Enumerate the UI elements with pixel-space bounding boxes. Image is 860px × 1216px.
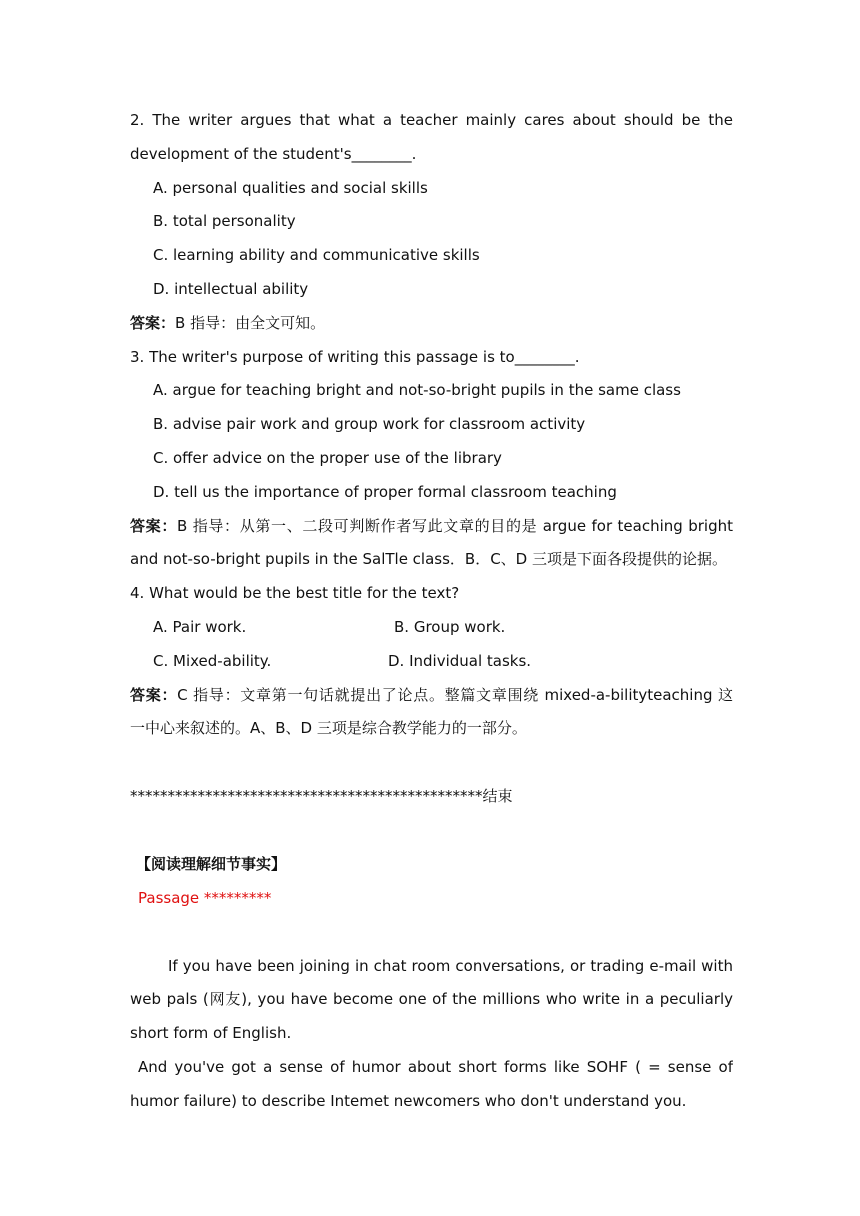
q3-answer-line2: and not-so-bright pupils in the SalTle class．B．C、D 三项是下面各段提供的论据。	[130, 550, 728, 569]
q4-option-d: D. Individual tasks.	[388, 651, 532, 670]
passage-label: Passage *********	[138, 888, 272, 907]
q4-answer-line2: 一中心来叙述的。A、B、D 三项是综合教学能力的一部分。	[130, 719, 527, 738]
q2-answer-label: 答案：	[130, 313, 176, 332]
passage-p1-line2: web pals (网友), you have become one of the millions who write in a peculiarly	[130, 990, 733, 1009]
q3-answer-text1: B 指导：从第一、二段可判断作者写此文章的目的是 argue for teaching bright	[177, 516, 733, 535]
q3-stem: 3. The writer's purpose of writing this passage is to________.	[130, 347, 580, 366]
q3-option-b: B. advise pair work and group work for classroom activity	[153, 415, 586, 434]
q3-answer-line1	[130, 510, 733, 544]
q2-answer-text: B 指导：由全文可知。	[175, 313, 326, 332]
section-title: 【阅读理解细节事实】	[136, 854, 287, 873]
passage-p1-line1: If you have been joining in chat room conversations, or trading e-mail with	[168, 956, 733, 975]
q2-stem-line2: development of the student's________.	[130, 144, 417, 163]
end-marker: ***********************************************结束	[130, 787, 513, 806]
q4-stem: 4. What would be the best title for the text?	[130, 584, 460, 603]
q3-answer-label: 答案：	[130, 516, 177, 535]
q3-option-a: A. argue for teaching bright and not-so-bright pupils in the same class	[153, 381, 681, 400]
q4-answer-line1	[130, 679, 733, 713]
passage-p1-line3: short form of English.	[130, 1024, 292, 1043]
q4-answer-label: 答案：	[130, 685, 178, 704]
q2-option-b: B. total personality	[153, 212, 296, 231]
q4-option-c: C. Mixed-ability.	[153, 651, 272, 670]
document-page	[130, 104, 733, 1119]
q4-options-row1	[130, 611, 733, 645]
q2-stem-line1: 2. The writer argues that what a teacher mainly cares about should be the	[130, 111, 733, 129]
q2-option-a: A. personal qualities and social skills	[153, 178, 428, 197]
q4-option-b: B. Group work.	[394, 617, 506, 636]
q3-option-d: D. tell us the importance of proper formal classroom teaching	[153, 482, 617, 501]
passage-p2-line2: humor failure) to describe Intemet newcomers who don't understand you.	[130, 1091, 687, 1110]
q2-option-d: D. intellectual ability	[153, 279, 309, 298]
q3-option-c: C. offer advice on the proper use of the library	[153, 448, 502, 467]
q4-options-row2	[130, 645, 733, 679]
q2-answer	[130, 307, 733, 341]
q4-option-a: A. Pair work.	[153, 617, 247, 636]
q4-answer-text1: C 指导：文章第一句话就提出了论点。整篇文章围绕 mixed-a-bilityteaching 这	[177, 685, 733, 704]
q2-option-c: C. learning ability and communicative skills	[153, 246, 480, 265]
passage-p2-line1: And you've got a sense of humor about short forms like SOHF ( = sense of	[138, 1057, 733, 1076]
